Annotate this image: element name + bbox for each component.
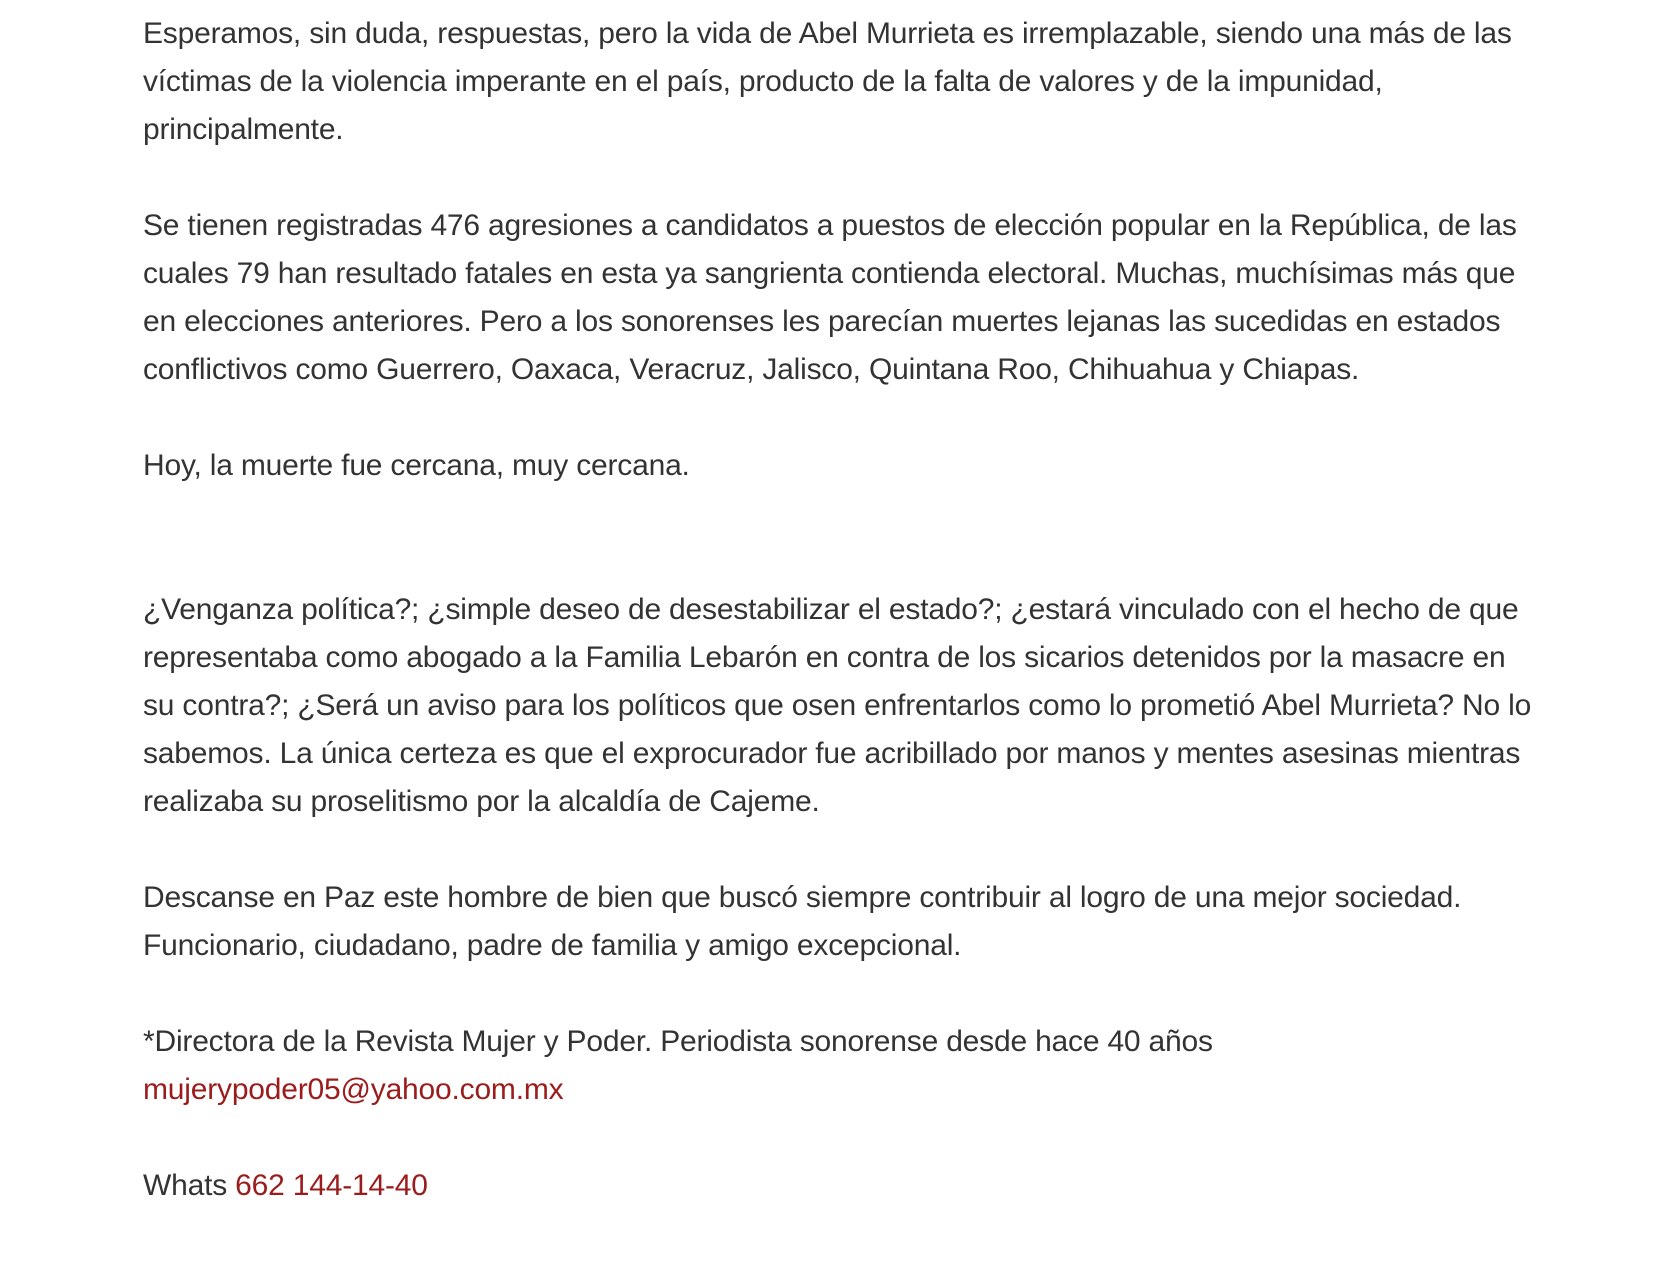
article-body (143, 10, 1543, 1258)
whats-contact (143, 1162, 1543, 1210)
email-link[interactable]: mujerypoder05@yahoo.com.mx (143, 1073, 564, 1106)
paragraph-respuestas: Esperamos, sin duda, respuestas, pero la vida de Abel Murrieta es irremplazable, siendo una más de las víctimas de la violencia imperante en el país, producto de la falta de valores y de la impunidad, principalmente. (143, 17, 1512, 146)
whats-number-link[interactable]: 662 144-14-40 (235, 1169, 428, 1202)
paragraph-muerte-cercana: Hoy, la muerte fue cercana, muy cercana. (143, 449, 690, 482)
author-note: *Directora de la Revista Mujer y Poder. Periodista sonorense desde hace 40 años (143, 1025, 1213, 1058)
paragraph-descanse-en-paz: Descanse en Paz este hombre de bien que buscó siempre contribuir al logro de una mejor sociedad. Funcionario, ciudadano, padre de familia y amigo excepcional. (143, 881, 1462, 962)
paragraph-agresiones: Se tienen registradas 476 agresiones a candidatos a puestos de elección popular en la República, de las cuales 79 han resultado fatales en esta ya sangrienta contienda electoral. Muchas, muchísimas más que en elecciones anteriores. Pero a los sonorenses les parecían muertes lejanas las sucedidas en estados conflictivos como Guerrero, Oaxaca, Veracruz, Jalisco, Quintana Roo, Chihuahua y Chiapas. (143, 209, 1517, 386)
author-note-block (143, 1018, 1543, 1114)
whats-label: Whats (143, 1169, 228, 1202)
paragraph-preguntas: ¿Venganza política?; ¿simple deseo de desestabilizar el estado?; ¿estará vinculado con el hecho de que representaba como abogado a la Familia Lebarón en contra de los sicarios detenidos por la masacre en su contra?; ¿Será un aviso para los políticos que osen enfrentarlos como lo prometió Abel Murrieta? No lo sabemos. La única certeza es que el exprocurador fue acribillado por manos y mentes asesinas mientras realizaba su proselitismo por la alcaldía de Cajeme. (143, 593, 1532, 818)
